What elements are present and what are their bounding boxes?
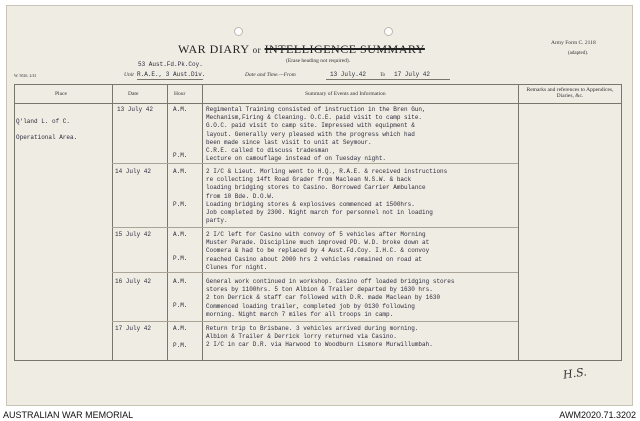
col-rule-left: [14, 84, 15, 360]
row-separator: [112, 321, 518, 322]
page-title: [178, 42, 425, 57]
entry-line: 2 ton Derrick & staff car followed with D.R. made Maclean by 1630: [206, 294, 441, 302]
entry-line: re collecting 14ft Road Grader from Maclean N.S.W. & back: [206, 176, 412, 184]
unit-underline: [137, 79, 203, 80]
col-rule-summary: [518, 84, 519, 360]
caption-source: AUSTRALIAN WAR MEMORIAL: [3, 410, 134, 420]
entry-line: Mechanism,Firing & Cleaning. O.C.E. paid visit to camp site.: [206, 114, 423, 122]
army-form-number: Army Form C. 2118: [551, 40, 596, 46]
diary-entry: [206, 278, 454, 319]
col-rule-date: [167, 84, 168, 360]
row-hour: P.M.: [173, 342, 188, 349]
row-date: 14 July 42: [115, 168, 152, 175]
diary-entry: [206, 325, 433, 350]
row-hour: P.M.: [173, 152, 188, 159]
row-date: 15 July 42: [115, 231, 152, 238]
entry-line: loading bridging stores to Casino. Borrowed Carrier Ambulance: [206, 184, 426, 192]
header-bottom-rule: [14, 103, 622, 104]
entry-line: Lecture on camouflage instead of on Tuesday night.: [206, 155, 387, 163]
entry-line: 2 I/C in car D.R. via Harwood to Woodburn Lismore Murwillumbah.: [206, 341, 433, 349]
table-top-rule: [14, 84, 622, 85]
row-hour: P.M.: [173, 255, 188, 262]
punch-hole-right: [384, 27, 393, 36]
entry-line: layout. Generally very pleased with the progress which had: [206, 130, 415, 138]
entry-line: party.: [206, 217, 228, 225]
adapted-note: (adapted).: [568, 51, 589, 56]
entry-line: Commenced loading trailer, completed job by 0130 following: [206, 302, 415, 310]
entry-line: morning. Night march 7 miles for all troops in camp.: [206, 310, 394, 318]
place-line-1: Q'land L. of C.: [16, 118, 71, 125]
row-date: 13 July 42: [117, 106, 154, 113]
diary-entry: [206, 168, 447, 225]
header-summary: Summary of Events and Information: [305, 91, 386, 97]
form-number: W. 5026. 2/41: [14, 73, 37, 78]
col-rule-hour: [202, 84, 203, 360]
entry-line: Job completed by 2300. Night march for personnel not in loading: [206, 209, 433, 217]
entry-line: been made since last visit to unit at Seymour.: [206, 138, 372, 146]
subtitle: (Erase heading not required).: [286, 58, 351, 64]
entry-line: Clunes for night.: [206, 263, 268, 271]
date-to-label: To: [380, 72, 386, 78]
row-hour: A.M.: [173, 325, 188, 332]
entry-line: G.O.C. paid visit to camp site. Impressed with equipment &: [206, 122, 415, 130]
table-bottom-rule: [14, 360, 622, 361]
row-hour: P.M.: [173, 201, 188, 208]
row-hour: A.M.: [173, 106, 188, 113]
date-underline: [326, 79, 450, 80]
col-rule-place: [112, 84, 113, 360]
row-separator: [112, 227, 518, 228]
entry-line: Loading bridging stores & explosives commenced at 1500hrs.: [206, 200, 415, 208]
caption-accession: AWM2020.71.3202: [559, 410, 636, 420]
diary-entry: [206, 106, 426, 163]
row-hour: P.M.: [173, 302, 188, 309]
entry-line: reached Casino about 2000 hrs 2 vehicles remained on road at: [206, 255, 423, 263]
entry-line: General work continued in workshop. Casino off loaded bridging stores: [206, 278, 455, 285]
entry-line: Return trip to Brisbane. 3 vehicles arrived during morning.: [206, 325, 419, 332]
unit-label: Unit: [124, 72, 134, 78]
place-line-2: Operational Area.: [16, 134, 78, 141]
date-from: 13 July.42: [330, 71, 367, 78]
unit-line-2: R.A.E., 3 Aust.Div.: [137, 71, 206, 78]
col-rule-right: [621, 84, 622, 360]
entry-line: 2 I/C & Lieut. Morling went to H.Q., R.A.E. & received instructions: [206, 168, 448, 175]
entry-line: 2 I/C left for Casino with convoy of 5 vehicles after Morning: [206, 231, 426, 238]
title-struck: INTELLIGENCE SUMMARY: [264, 42, 425, 56]
entry-line: Albion & Trailer & Derrick lorry returned via Casino.: [206, 333, 397, 341]
date-to: 17 July 42: [394, 71, 431, 78]
row-hour: A.M.: [173, 168, 188, 175]
row-hour: A.M.: [173, 231, 188, 238]
title-main: WAR DIARY: [178, 42, 250, 56]
row-date: 16 July 42: [115, 278, 152, 285]
header-place: Place: [55, 91, 67, 97]
entry-line: stores by 1100hrs. 5 ton Albion & Trailer departed by 1630 hrs.: [206, 286, 433, 294]
entry-line: C.R.E. called to discuss tradesman: [206, 147, 329, 155]
entry-line: from 10 Bde. D.O.W.: [206, 192, 275, 200]
header-date: Date: [128, 91, 139, 97]
title-or: or: [252, 45, 262, 55]
signature: H.S.: [562, 365, 588, 382]
date-time-label: Date and Time.—From: [245, 72, 296, 78]
entry-line: Regimental Training consisted of instruction in the Bren Gun,: [206, 106, 426, 113]
entry-line: Muster Parade. Discipline much improved PD. W.D. broke down at: [206, 239, 430, 247]
header-remarks: Remarks and references to Appendices, Diaries, &c.: [526, 87, 614, 99]
row-date: 17 July 42: [115, 325, 152, 332]
entry-line: Coomera & had to be replaced by 4 Aust.Fd.Coy. I.H.C. & convoy: [206, 247, 430, 255]
header-hour: Hour: [174, 91, 186, 97]
row-hour: A.M.: [173, 278, 188, 285]
row-separator: [112, 272, 518, 273]
diary-entry: [206, 231, 429, 272]
punch-hole-left: [234, 27, 243, 36]
unit-line-1: 53 Aust.Fd.Pk.Coy.: [138, 61, 203, 68]
